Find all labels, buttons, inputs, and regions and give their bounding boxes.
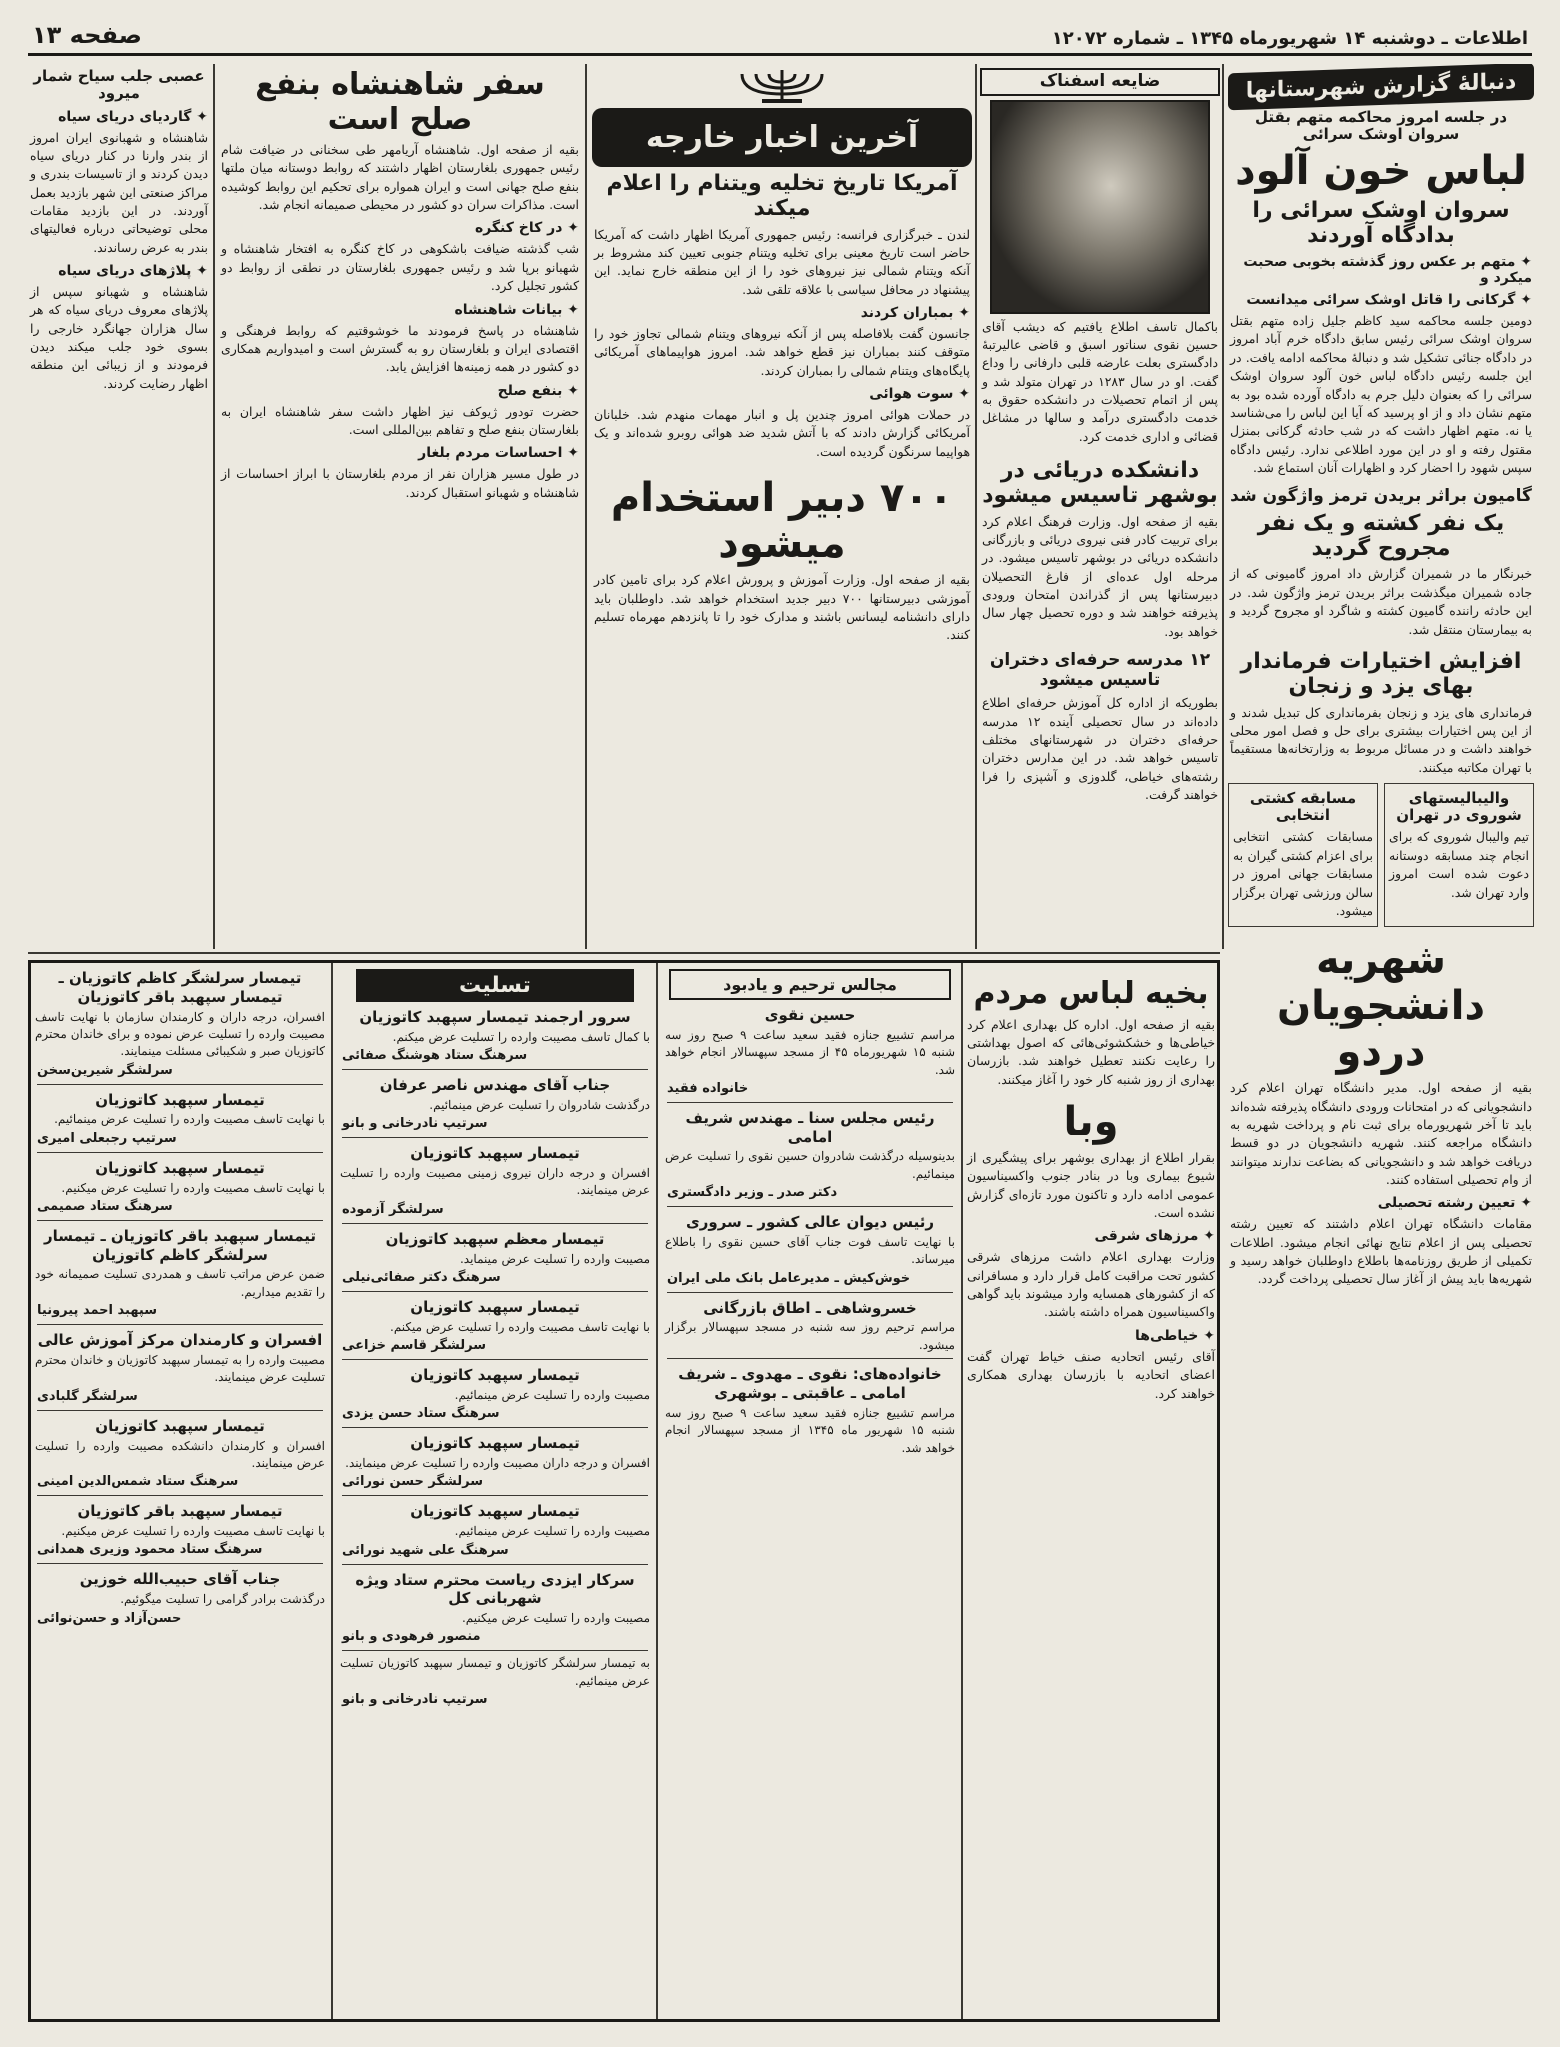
column-rule bbox=[331, 963, 333, 2022]
notice-title: حسین نقوی bbox=[764, 1006, 856, 1024]
notice-signature: سرهنگ ستاد صمیمی bbox=[37, 1198, 173, 1214]
notice-signature: دکتر صدر ـ وزیر دادگستری bbox=[667, 1185, 838, 1201]
section-rule bbox=[28, 952, 1220, 954]
section-subhead: ✦ خیاطی‌ها bbox=[967, 1328, 1215, 1344]
top-note: عصبی جلب سیاح شمار میرود bbox=[33, 67, 205, 103]
notice-title: تیمسار معظم سپهبد کاتوزیان bbox=[385, 1229, 605, 1248]
divider bbox=[342, 1564, 648, 1565]
article-body: شاهنشاه در پاسخ فرمودند ما خوشوقتیم که روابط فرهنگی و اقتصادی ایران و بلغارستان رو به گسترش است و امیدواریم همکاری دو کشور در همه زمینه‌ها افزایش یابد. bbox=[221, 322, 579, 375]
notice bbox=[336, 1366, 654, 1421]
notice bbox=[336, 1571, 654, 1645]
notice-signature: حسن‌آزاد و حسن‌نوائی bbox=[37, 1610, 182, 1626]
notice-title: تیمسار سپهبد کاتوزیان bbox=[410, 1297, 580, 1316]
news-box bbox=[1228, 783, 1378, 927]
notice-body: مراسم تشییع جنازه فقید سعید ساعت ۹ صبح روز سه شنبه ۱۵ شهریورماه ۴۵ از مسجد سپهسالار انجام خواهد شد. bbox=[665, 1027, 956, 1077]
notice bbox=[336, 1655, 654, 1707]
subheadline: سروان اوشک سرائی را بدادگاه آوردند bbox=[1252, 197, 1510, 248]
notice-title: تیمسار سرلشگر کاظم کاتوزیان ـ تیمسار سپهبد باقر کاتوزیان bbox=[58, 969, 302, 1006]
headline: سفر شاهنشاه بنفع صلح است bbox=[255, 67, 545, 137]
article-body: فرمانداری های یزد و زنجان بفرمانداری کل تبدیل شدند و از این پس اختیارات بیشتری برای حل و فصل امور محلی خواهند داشت و در مسائل مربوط به وزارتخانه‌ها مستقیماً با تهران مکاتبه میکنند. bbox=[1230, 704, 1532, 775]
notice-body: ضمن عرض مراتب تاسف و همدردی تسلیت صمیمانه خود را تقدیم میداریم. bbox=[35, 1267, 325, 1299]
column-rule bbox=[975, 64, 977, 949]
notice bbox=[31, 969, 329, 1078]
headline: آمریکا تاریخ تخلیه ویتنام را اعلام میکند bbox=[606, 171, 958, 222]
notice-body: با نهایت تاسف مصیبت وارده را تسلیت عرض میکنم. bbox=[390, 1319, 650, 1334]
divider bbox=[342, 1137, 648, 1138]
notice-signature: سرتیپ رجبعلی امیری bbox=[37, 1130, 177, 1146]
headline: ۱۲ مدرسه حرفه‌ای دختران تاسیس میشود bbox=[989, 650, 1211, 690]
notice bbox=[31, 1091, 329, 1146]
notice bbox=[336, 1298, 654, 1353]
divider bbox=[667, 1102, 953, 1103]
article-body: بقیه از صفحه اول. شاهنشاه آریامهر طی سخنانی در ضیافت شام رئیس جمهوری بلغارستان اظهار داشتند که روابط دوستانه میان ملتها بنفع صلح جهانی است و ایران همواره برای تحکیم این روابط کوشیده است. مذاکرات سران دو کشور در محیطی صمیمانه انجام شد. bbox=[221, 142, 579, 213]
notice-title: تیمسار سپهبد باقر کاتوزیان bbox=[77, 1502, 283, 1521]
column-rule bbox=[961, 963, 963, 2022]
bullet-line: ✦ بمباران کردند bbox=[594, 305, 970, 321]
notice-title: تیمسار سپهبد کاتوزیان bbox=[95, 1158, 265, 1177]
notice-body: مصیبت وارده را تسلیت عرض مینمائیم. bbox=[454, 1387, 650, 1402]
notice-body: مصیبت وارده را تسلیت عرض میکنیم. bbox=[461, 1611, 650, 1626]
notice-signature: سرلشگر آزموده bbox=[342, 1201, 444, 1217]
section-subhead: ✦ احساسات مردم بلغار bbox=[221, 445, 579, 461]
column-left bbox=[28, 64, 210, 949]
notice bbox=[31, 1331, 329, 1404]
notice bbox=[336, 1230, 654, 1285]
notice-title: تیمسار سپهبد کاتوزیان bbox=[410, 1434, 580, 1453]
article-body: بقرار اطلاع از بهداری بوشهر برای پیشگیری از شیوع بیماری وبا در بنادر جنوب واکسیناسیون عمومی ادامه دارد و تاکنون مورد تازه‌ای گزارش نشده است. bbox=[967, 1149, 1215, 1221]
section-subhead: ✦ در کاخ کنگره bbox=[221, 220, 579, 236]
headline: وبا bbox=[1063, 1098, 1119, 1145]
notice-signature: سرهنگ ستاد شمس‌الدین امینی bbox=[37, 1474, 239, 1490]
headline: ۷۰۰ دبیر استخدام میشود bbox=[610, 475, 954, 568]
notice-title: جناب آقای مهندس ناصر عرفان bbox=[379, 1076, 611, 1095]
notice-body: مصیبت وارده را تسلیت عرض مینمائیم. bbox=[454, 1524, 650, 1539]
divider bbox=[342, 1069, 648, 1070]
article-body: شاهنشاه و شهبانو سپس از پلاژهای معروف دریای سیاه که هر سال هزاران جهانگرد خارجی را بسوی خود جلب میکند دیدن فرمودند و از زیبائی این منطقه اظهار رضایت کردند. bbox=[30, 284, 208, 391]
article-body: باکمال تاسف اطلاع یافتیم که دیشب آقای حسین نقوی سناتور اسبق و قاضی عالیرتبۀ دادگستری بعلت عارضه قلبی دارفانی را وداع گفت. او در سال ۱۲۸۳ در تهران متولد شد و پس از اتمام تحصیلات در دانشکده حقوق به خدمت دادگستری درآمد و سالها در مشاغل قضائی و اداری خدمت کرد. bbox=[982, 318, 1218, 444]
notice-body: افسران، درجه داران و کارمندان سازمان با نهایت تاسف مصیبت وارده را تسلیت عرض نموده و برای خاندان محترم کاتوزیان صبر و شکیبائی مسئلت مینمایند. bbox=[35, 1009, 325, 1059]
notice-signature: سرهنگ دکتر صفائی‌نیلی bbox=[342, 1269, 501, 1285]
notice-signature: سرهنگ ستاد محمود وزیری همدانی bbox=[37, 1542, 263, 1558]
notices-frame bbox=[28, 960, 1220, 2022]
column-d bbox=[965, 963, 1217, 2019]
notice-signature: منصور فرهودی و بانو bbox=[342, 1629, 481, 1645]
notice bbox=[661, 1365, 959, 1457]
notice bbox=[661, 1299, 959, 1355]
column-3 bbox=[592, 64, 972, 949]
notice-title: افسران و کارمندان مرکز آموزش عالی bbox=[37, 1331, 323, 1350]
notice-body: مصیبت وارده را تسلیت عرض مینماید. bbox=[459, 1251, 650, 1266]
notice-signature: سرهنگ علی شهید نورائی bbox=[342, 1542, 509, 1558]
headline: بخیه لباس مردم bbox=[973, 976, 1209, 1011]
notice-title: جناب آقای حبیب‌الله خوزین bbox=[79, 1570, 281, 1589]
notice-signature: سرتیپ نادرخانی و بانو bbox=[342, 1692, 488, 1708]
section-banner: دنبالۀ گزارش شهرستانها bbox=[1228, 64, 1534, 110]
notice-body: مصیبت وارده را به تیمسار سپهبد کاتوزیان و خاندان محترم تسلیت عرض مینمایند. bbox=[35, 1352, 325, 1385]
divider bbox=[37, 1152, 323, 1153]
notice-title: تیمسار سپهبد باقر کاتوزیان ـ تیمسار سرلشگر کاظم کاتوزیان bbox=[44, 1226, 316, 1264]
bullet-line: ✦ گرکانی را قاتل اوشک سرائی میدانست bbox=[1230, 292, 1532, 308]
divider bbox=[37, 1084, 323, 1085]
news-box bbox=[1384, 783, 1534, 927]
article-body: بقیه از صفحه اول. وزارت فرهنگ اعلام کرد برای تربیت کادر فنی نیروی دریائی و بازرگانی دانشکده دریائی در بوشهر تاسیس میشود. در مرحله اول عده‌ای از فارغ التحصیلان دبیرستانها پس از گذراندن امتحان ورودی پذیرفته خواهند شد و دوره تحصیل چهار سال خواهد بود. bbox=[982, 513, 1218, 639]
notice-title: تیمسار سپهبد کاتوزیان bbox=[410, 1144, 580, 1163]
notice-title: خسروشاهی ـ اطاق بازرگانی bbox=[703, 1298, 917, 1317]
notice-body: بدینوسیله درگذشت شادروان حسین نقوی را تسلیت عرض مینمائیم. bbox=[665, 1149, 955, 1181]
column-rule bbox=[585, 64, 587, 949]
divider bbox=[342, 1650, 648, 1651]
notice-title: سرکار ایزدی ریاست محترم ستاد ویژه شهربانی کل bbox=[355, 1570, 635, 1608]
divider bbox=[667, 1206, 953, 1207]
notice-body: افسران و کارمندان دانشکده مصیبت وارده را تسلیت عرض مینمایند. bbox=[35, 1438, 325, 1470]
box-title: مسابقه کشتی انتخابی bbox=[1249, 788, 1357, 825]
section-subhead: ✦ بیانات شاهنشاه bbox=[221, 302, 579, 318]
notice-signature: سپهبد احمد پیرونیا bbox=[37, 1303, 158, 1319]
article-body: حضرت تودور ژیوکف نیز اظهار داشت سفر شاهنشاه ایران به بلغارستان بنفع صلح و تفاهم بین‌المللی است. bbox=[221, 403, 579, 437]
divider bbox=[37, 1410, 323, 1411]
headline: دانشکده دریائی در بوشهر تاسیس میشود bbox=[982, 458, 1218, 509]
column-c bbox=[661, 963, 959, 2019]
notice bbox=[336, 1076, 654, 1131]
section-banner: مجالس ترحیم و یادبود bbox=[669, 969, 951, 1000]
divider bbox=[342, 1223, 648, 1224]
notice-signature: خوش‌کیش ـ مدیرعامل بانک ملی ایران bbox=[667, 1270, 911, 1286]
notice-signature: سرلشگر قاسم خزاعی bbox=[342, 1338, 486, 1354]
notice-signature: سرهنگ ستاد حسن یزدی bbox=[342, 1406, 500, 1422]
column-right bbox=[1228, 64, 1534, 2014]
photo-headline: ضایعه اسفناک bbox=[980, 68, 1220, 96]
notice-title: تیمسار سپهبد کاتوزیان bbox=[95, 1416, 265, 1435]
notice bbox=[31, 1570, 329, 1625]
divider bbox=[342, 1427, 648, 1428]
article-body: لندن ـ خبرگزاری فرانسه: رئیس جمهوری آمریکا اظهار داشت که آمریکا حاضر است تاریخ معینی برای تخلیه ویتنام جنوبی تعیین کند مشروط بر آنکه ویتنام شمالی نیز نیروهای خود را از این منطقه خارج نماید. این پیشنهاد در محافل سیاسی با علاقه تلقی شد. bbox=[594, 226, 970, 297]
divider bbox=[37, 1220, 323, 1221]
notice bbox=[336, 1434, 654, 1489]
notice-body: درگذشت شادروان را تسلیت عرض مینمائیم. bbox=[429, 1097, 650, 1112]
notice-title: تیمسار سپهبد کاتوزیان bbox=[410, 1366, 580, 1385]
column-rule bbox=[213, 64, 215, 949]
divider bbox=[667, 1358, 953, 1359]
news-boxes bbox=[1228, 783, 1534, 927]
notice-title: سرور ارجمند تیمسار سپهبد کاتوزیان bbox=[359, 1008, 631, 1026]
divider bbox=[342, 1359, 648, 1360]
notice-body: مراسم ترحیم روز سه شنبه در مسجد سپهسالار برگزار میشود. bbox=[665, 1320, 955, 1352]
article-body: در حملات هوائی امروز چندین پل و انبار مهمات منهدم شد. خلبانان آمریکائی گزارش دادند که با آتش شدید ضد هوائی روبرو شده‌اند و یک هواپیما سرنگون گردیده است. bbox=[594, 407, 970, 459]
headline: لباس خون آلود bbox=[1235, 147, 1527, 194]
headline: افزایش اختیارات فرماندار بهای یزد و زنجان bbox=[1240, 648, 1522, 700]
notice-signature: سرلشگر شیرین‌سخن bbox=[37, 1062, 173, 1078]
notice bbox=[661, 1109, 959, 1200]
notice-body: با نهایت تاسف فوت جناب آقای حسین نقوی را باطلاع میرساند. bbox=[665, 1234, 955, 1267]
article-body: بقیه از صفحه اول. اداره کل بهداری اعلام کرد خیاطی‌ها و خشکشوئی‌هائی که اصول بهداشتی را رعایت نکنند تعطیل خواهند شد. بازرسان بهداری از روز شنبه کار خود را آغاز میکنند. bbox=[967, 1016, 1215, 1087]
notice-body: افسران و درجه داران نیروی زمینی مصیبت وارده را تسلیت عرض مینمایند. bbox=[340, 1166, 650, 1198]
article-body: جانسون گفت بلافاصله پس از آنکه نیروهای ویتنام شمالی تجاوز خود را متوقف کنند بمباران نیز قطع خواهد شد. امروز هواپیماهای آمریکائی پایگاه‌های ویتنام شمالی را بمباران کردند. bbox=[594, 326, 970, 378]
notice-title: تیمسار سپهبد کاتوزیان bbox=[410, 1502, 580, 1521]
page-number: صفحه ۱۳ bbox=[32, 21, 142, 49]
notice-title: رئیس مجلس سنا ـ مهندس شریف امامی bbox=[685, 1108, 935, 1146]
notice bbox=[336, 1144, 654, 1217]
notice-body: با نهایت تاسف مصیبت وارده را تسلیت عرض مینمائیم. bbox=[54, 1112, 325, 1127]
column-b bbox=[336, 963, 654, 2019]
article-body: مقامات دانشگاه تهران اعلام داشتند که تعیین رشته تحصیلی پس از اعلام نتایج نهائی انجام میشود. اطلاعات تکمیلی از طریق روزنامه‌ها باطلاع داوطلبان خواهد رسید و شهریه‌ها باید پیش از آغاز سال تحصیلی پرداخت گردد. bbox=[1230, 1216, 1532, 1287]
notice-body: افسران و درجه داران مصیبت وارده را تسلیت عرض مینمایند. bbox=[345, 1455, 650, 1470]
article-body: دومین جلسه محاکمه سید کاظم جلیل زاده متهم بقتل سروان اوشک سرائی رئیس سابق دادگاه خرم آباد امروز در دادگاه جنائی تشکیل شد و دنبالۀ محاکمه ادامه یافت. در این جلسه رئیس دادگاه لباس خون آلود سروان اوشک سرائی را که بعنوان دلیل جرم به دادگاه آورده شده بود به متهم نشان داد و از او پرسید که آیا این لباس را می‌شناسد یا نه. متهم اظهار داشت که در شب حادثه گرکانی بمنزل مقتول رفته و او در این مورد اطلاعی ندارد. رئیس دادگاه سپس شهود را احضار کرد و اظهارات آنان استماع شد. bbox=[1230, 313, 1532, 475]
menorah-icon bbox=[722, 64, 842, 104]
article-body: آقای رئیس اتحادیه صنف خیاط تهران گفت اعضای اتحادیه با بازرسان بهداری همکاری خواهند کرد. bbox=[967, 1348, 1215, 1401]
column-rule bbox=[1222, 64, 1224, 949]
notice-signature: سرلشگر گلبادی bbox=[37, 1388, 138, 1404]
column-4 bbox=[219, 64, 581, 949]
bullet-line: ✦ سوت هوائی bbox=[594, 386, 970, 402]
article-body: شب گذشته ضیافت باشکوهی در کاخ کنگره به افتخار شاهنشاه و شهبانو برپا شد و رئیس جمهوری بلغارستان در نطقی از روابط دو کشور تجلیل کرد. bbox=[221, 241, 579, 294]
section-banner: آخرین اخبار خارجه bbox=[592, 108, 972, 167]
divider bbox=[342, 1495, 648, 1496]
notice bbox=[661, 1006, 959, 1096]
box-body: مسابقات کشتی انتخابی برای اعزام کشتی گیران به مسابقات جهانی امروز در سالن ورزشی تهران برگزار میشود. bbox=[1233, 829, 1373, 918]
notice-body: با کمال تاسف مصیبت وارده را تسلیت عرض میکنم. bbox=[392, 1029, 650, 1044]
headline: گامیون براثر بریدن ترمز واژگون شد bbox=[1230, 486, 1532, 507]
notice-body: با نهایت تاسف مصیبت وارده را تسلیت عرض میکنیم. bbox=[61, 1524, 325, 1539]
notice-body: به تیمسار سرلشگر کاتوزیان و تیمسار سپهبد کاتوزیان تسلیت عرض مینمائیم. bbox=[340, 1656, 650, 1688]
article-body: خبرنگار ما در شمیران گزارش داد امروز گامیونی که از جاده شمیران میگذشت براثر بریدن ترمز واژگون شد. در این حادثه راننده گامیون کشته و شاگرد او مجروح گردید و به بیمارستان منتقل شد. bbox=[1230, 566, 1532, 637]
box-body: تیم والیبال شوروی که برای انجام چند مسابقه دوستانه دعوت شده است امروز وارد تهران شد. bbox=[1389, 829, 1529, 900]
notice bbox=[31, 1227, 329, 1318]
column-a bbox=[31, 963, 329, 2019]
column-2 bbox=[980, 64, 1220, 949]
bullet-line: ✦ تعیین رشته تحصیلی bbox=[1230, 1195, 1532, 1211]
notice-body: درگذشت برادر گرامی را تسلیت میگوئیم. bbox=[120, 1592, 325, 1607]
notice-signature: سرلشگر حسن نورائی bbox=[342, 1474, 483, 1490]
article-body: وزارت بهداری اعلام داشت مرزهای شرقی کشور تحت مراقبت کامل قرار دارد و مسافرانی که از کشورهای همسایه وارد میشوند باید گواهی واکسیناسیون همراه داشته باشند. bbox=[967, 1249, 1215, 1320]
article-body: در طول مسیر هزاران نفر از مردم بلغارستان با ابراز احساسات از شاهنشاه و شهبانو استقبال کردند. bbox=[221, 466, 579, 500]
column-rule bbox=[656, 963, 658, 2022]
article-body: بقیه از صفحه اول. وزارت آموزش و پرورش اعلام کرد برای تامین کادر آموزشی دبیرستانها ۷۰۰ دبیر جدید استخدام خواهد شد. داوطلبان باید دارای دانشنامه لیسانس باشند و مدارک خود را تا پانزدهم مهرماه تسلیم کنند. bbox=[594, 572, 970, 643]
notice bbox=[661, 1213, 959, 1286]
divider bbox=[37, 1324, 323, 1325]
divider bbox=[37, 1563, 323, 1564]
notice-signature: سرهنگ ستاد هوشنگ صفائی bbox=[342, 1048, 528, 1064]
notice-title: تیمسار سپهبد کاتوزیان bbox=[95, 1090, 265, 1109]
notice-body: مراسم تشییع جنازه فقید سعید ساعت ۹ صبح روز سه شنبه ۱۵ شهریور ماه ۱۳۴۵ از مسجد سپهسالار انجام خواهد شد. bbox=[665, 1405, 956, 1455]
notice bbox=[336, 1008, 654, 1063]
article-body: شاهنشاه و شهبانوی ایران امروز از بندر وارنا در کنار دریای سیاه دیدن کردند و از تاسیسات بندری و مراکز صنعتی این شهر بازدید بعمل آوردند. در این بازدید مقامات محلی توضیحاتی درباره فعالیتهای بندر به عرض رساندند. bbox=[30, 129, 208, 255]
divider bbox=[342, 1291, 648, 1292]
issue-info: اطلاعات ـ دوشنبه ۱۴ شهریورماه ۱۳۴۵ ـ شماره ۱۲۰۷۲ bbox=[1051, 28, 1528, 49]
notice-signature: خانواده فقید bbox=[667, 1080, 749, 1096]
notice bbox=[336, 1502, 654, 1557]
notice-body: با نهایت تاسف مصیبت وارده را تسلیت عرض میکنیم. bbox=[61, 1180, 325, 1195]
section-subhead: ✦ بنفع صلح bbox=[221, 383, 579, 399]
notice bbox=[31, 1502, 329, 1557]
subheadline: یک نفر کشته و یک نفر مجروح گردید bbox=[1257, 510, 1505, 562]
notice-title: رئیس دیوان عالی کشور ـ سروری bbox=[685, 1213, 934, 1232]
masthead bbox=[28, 22, 1532, 56]
divider bbox=[37, 1495, 323, 1496]
notice-signature: سرتیپ نادرخانی و بانو bbox=[342, 1116, 488, 1132]
divider bbox=[667, 1292, 953, 1293]
notice bbox=[31, 1159, 329, 1214]
section-subhead: ✦ گاردیای دریای سیاه bbox=[30, 109, 208, 125]
notice-title: خانواده‌های: نقوی ـ مهدوی ـ شریف امامی ـ عاقبتی ـ بوشهری bbox=[678, 1365, 942, 1403]
portrait-photo bbox=[990, 100, 1210, 314]
article-body: بطوریکه از اداره کل آموزش حرفه‌ای اطلاع داده‌اند در سال تحصیلی آینده ۱۲ مدرسه حرفه‌ای دختران در شهرستانهای مختلف تاسیس خواهد شد. در این مدارس دختران رشته‌های خیاطی، گلدوزی و آشپزی را فرا خواهند گرفت. bbox=[982, 695, 1218, 803]
article-intro: در جلسه امروز محاکمه متهم بقتل سروان اوشک سرائی bbox=[1254, 108, 1508, 144]
notice bbox=[31, 1417, 329, 1490]
article-body: بقیه از صفحه اول. مدیر دانشگاه تهران اعلام کرد دانشجویانی که در امتحانات ورودی دانشگاه پذیرفته شده‌اند باید تا آخر شهریورماه برای ثبت نام و پرداخت شهریه به دانشگاه مراجعه کنند. شهریه دانشجویان در دو قسط دریافت خواهد شد و دانشجویانی که بضاعت ندارند میتوانند از وام تحصیلی استفاده کنند. bbox=[1229, 1080, 1532, 1188]
box-title: والیبالیستهای شوروی در تهران bbox=[1396, 788, 1522, 825]
section-banner: تسلیت bbox=[356, 969, 634, 1002]
section-subhead: ✦ پلاژهای دریای سیاه bbox=[30, 263, 208, 279]
section-subhead: ✦ مرزهای شرقی bbox=[967, 1228, 1215, 1244]
headline: شهریه دانشجویان دردو bbox=[1276, 937, 1486, 1076]
bullet-line: ✦ متهم بر عکس روز گذشته بخوبی صحبت میکرد و bbox=[1230, 254, 1532, 286]
